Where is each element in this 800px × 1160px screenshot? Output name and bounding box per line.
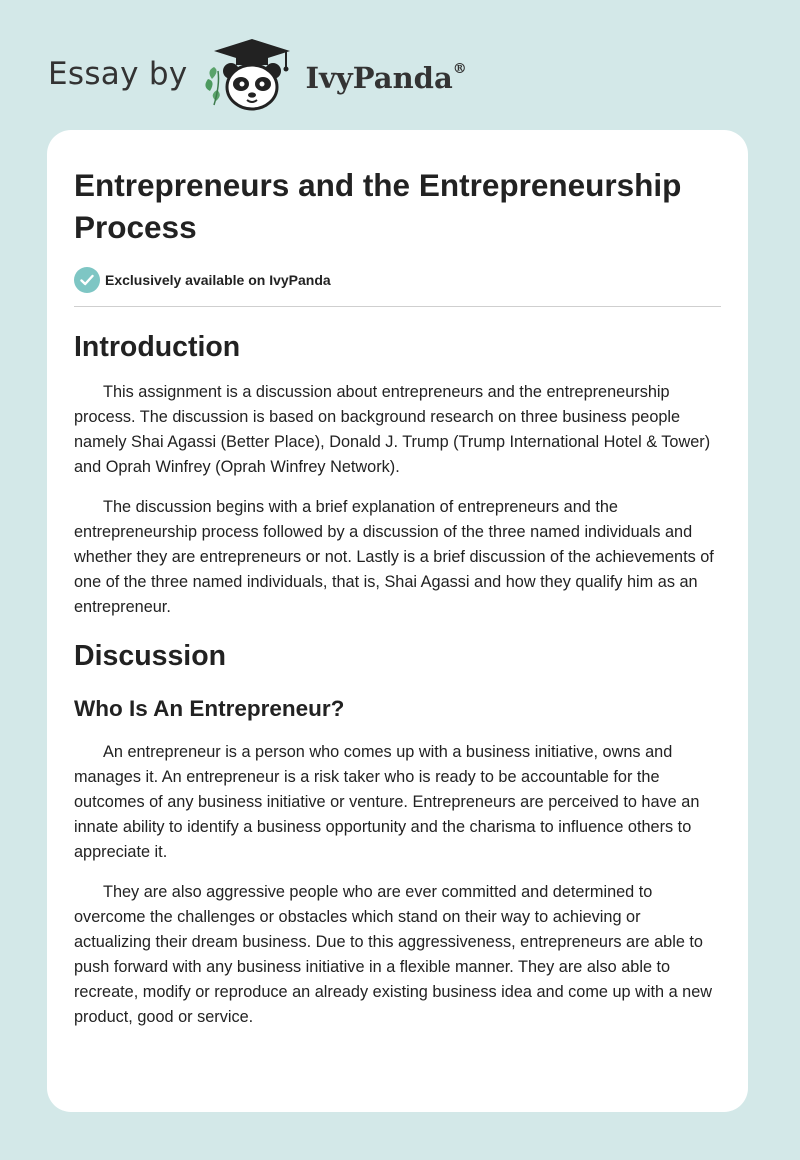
essay-by-label: Essay by [48,56,188,92]
subheading-who-is-an-entrepreneur: Who Is An Entrepreneur? [74,696,345,721]
exclusive-badge [74,267,721,293]
brand-name[interactable] [306,61,467,95]
section-heading-introduction: Introduction [74,331,241,363]
exclusive-label: Exclusively available on IvyPanda [105,272,331,288]
divider [74,306,721,307]
page-title: Entrepreneurs and the Entrepreneurship Process [74,167,682,245]
essay-card [47,130,748,1112]
paragraph: An entrepreneur is a person who comes up with a business initiative, owns and manages it. An entrepreneur is a risk taker who is ready to be accountable for the outcomes of any business initiative or venture. Entrepreneurs are perceived to have an innate ability to identify a business opportunity and the charisma to influence others to appreciate it. [74,743,700,861]
paragraph: This assignment is a discussion about entrepreneurs and the entrepreneurship process. The discussion is based on background research on three business people namely Shai Agassi (Better Place), Donald J. Trump (Trump International Hotel & Tower) and Oprah Winfrey (Oprah Winfrey Network). [74,383,711,476]
brand-name-text: IvyPanda [305,61,453,95]
site-header [48,34,467,114]
paragraph: The discussion begins with a brief explanation of entrepreneurs and the entrepreneurship process followed by a discussion of the three named individuals and whether they are entrepreneurs or not. Lastly is a brief discussion of the achievements of one of the three named individuals, that is, Shai Agassi and how they qualify him as an entrepreneur. [74,498,714,616]
paragraph: They are also aggressive people who are ever committed and determined to overcome the challenges or obstacles which stand on their way to achieving or actualizing their dream business. Due to this aggressiveness, entrepreneurs are able to push forward with any business initiative in a flexible manner. They are also able to recreate, modify or reproduce an already existing business idea and come up with a new product, good or service. [74,883,713,1026]
ivy-leaf-icon [205,67,219,105]
panda-graduation-cap-icon[interactable] [202,35,302,113]
section-heading-discussion: Discussion [74,640,227,672]
registered-mark: ® [452,61,467,78]
check-icon [74,267,100,293]
essay-content [47,130,748,1030]
